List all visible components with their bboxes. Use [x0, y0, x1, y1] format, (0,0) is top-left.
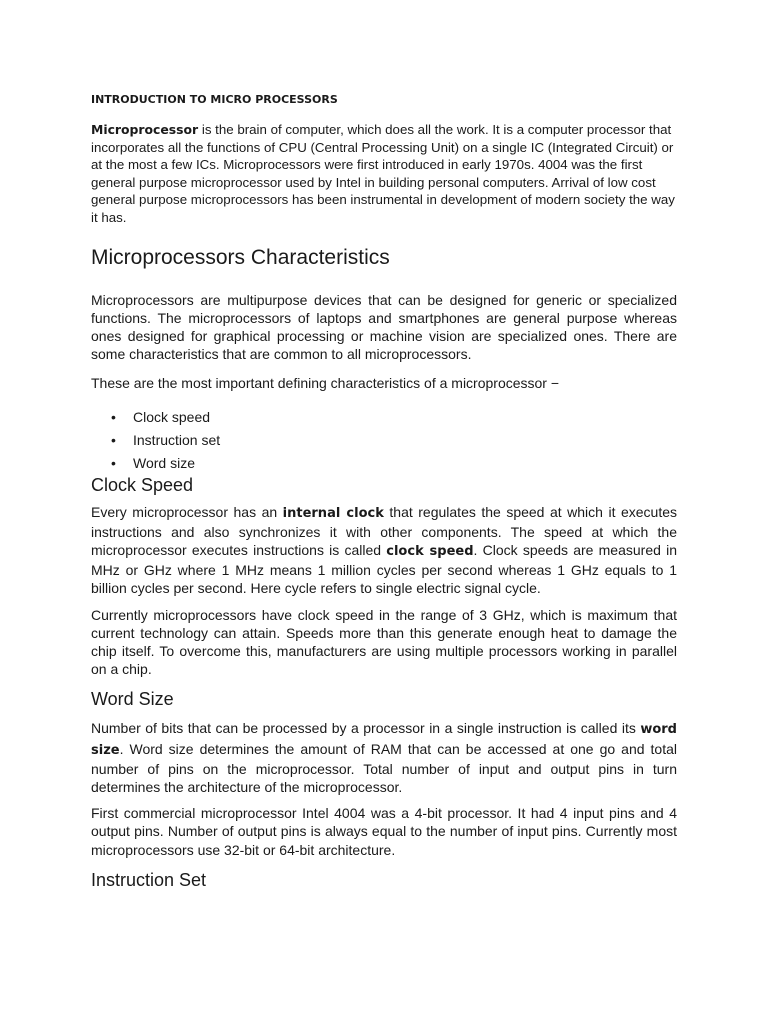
clock-speed-paragraph-1: Every microprocessor has an internal clock that regulates the speed at which it executes instructions and also synchronizes it with other components. The speed at which the microprocessor executes instructions is called clock speed. Clock speeds are measured in MHz or GHz where 1 MHz means 1 million cycles per second whereas 1 GHz equals to 1 billion cycles per second. Here cycle refers to single electric signal cycle. — [91, 503, 678, 597]
word-size-paragraph-1: Number of bits that can be processed by a processor in a single instruction is called its word size. Word size determines the amount of RAM that can be accessed at one go and total number of pins on the microprocessor. Total number of input and output pins in turn determines the architecture of the microprocessor. — [91, 720, 677, 796]
clock-speed-heading: Clock Speed — [91, 474, 194, 495]
list-item: • Word size — [111, 454, 195, 471]
word-size-heading: Word Size — [91, 689, 174, 710]
characteristics-list — [91, 408, 677, 472]
clock-speed-paragraph-2: Currently microprocessors have clock speed in the range of 3 GHz, which is maximum that current technology can attain. Speeds more than this generate enough heat to damage the chip itself. To overcome this, manufacturers are using multiple processors working in parallel on a chip. — [91, 606, 677, 678]
characteristics-paragraph-2: These are the most important defining characteristics of a microprocessor − — [91, 375, 560, 392]
instruction-set-heading: Instruction Set — [91, 869, 207, 890]
internal-clock-term: internal clock — [282, 505, 384, 521]
word-size-term: word size — [91, 722, 677, 758]
bullet-icon: • — [111, 454, 116, 471]
list-item: • Clock speed — [111, 408, 211, 425]
intro-paragraph — [91, 121, 677, 227]
intro-term: Microprocessor — [91, 122, 199, 137]
characteristics-heading: Microprocessors Characteristics — [91, 245, 390, 269]
document-content — [91, 93, 677, 891]
word-size-paragraph-2: First commercial microprocessor Intel 4004 was a 4-bit processor. It had 4 input pins and 4 output pins. Number of output pins is always equal to the number of input pins. Currently most microprocessors use 32-bit or 64-bit architecture. — [91, 805, 677, 858]
characteristics-paragraph-1: Microprocessors are multipurpose devices that can be designed for generic or specialized functions. The microprocessors of laptops and smartphones are general purpose whereas ones designed for graphical processing or machine vision are specialized ones. There are some characteristics that are common to all microprocessors. — [91, 291, 677, 363]
list-item: • Instruction set — [111, 431, 221, 448]
intro-text: is the brain of computer, which does all the work. It is a computer processor that incorporates all the functions of CPU (Central Processing Unit) on a single IC (Integrated Circuit) or at the most a few ICs. Microprocessors were first introduced in early 1970s. 4004 was the first general purpose microprocessor used by Intel in building personal computers. Arrival of low cost general purpose microprocessors has been instrumental in development of modern society the way it has. — [91, 122, 675, 225]
bullet-icon: • — [111, 408, 116, 425]
intro-title: INTRODUCTION TO MICRO PROCESSORS — [91, 93, 338, 106]
bullet-icon: • — [111, 431, 116, 448]
clock-speed-term: clock speed — [386, 543, 474, 559]
